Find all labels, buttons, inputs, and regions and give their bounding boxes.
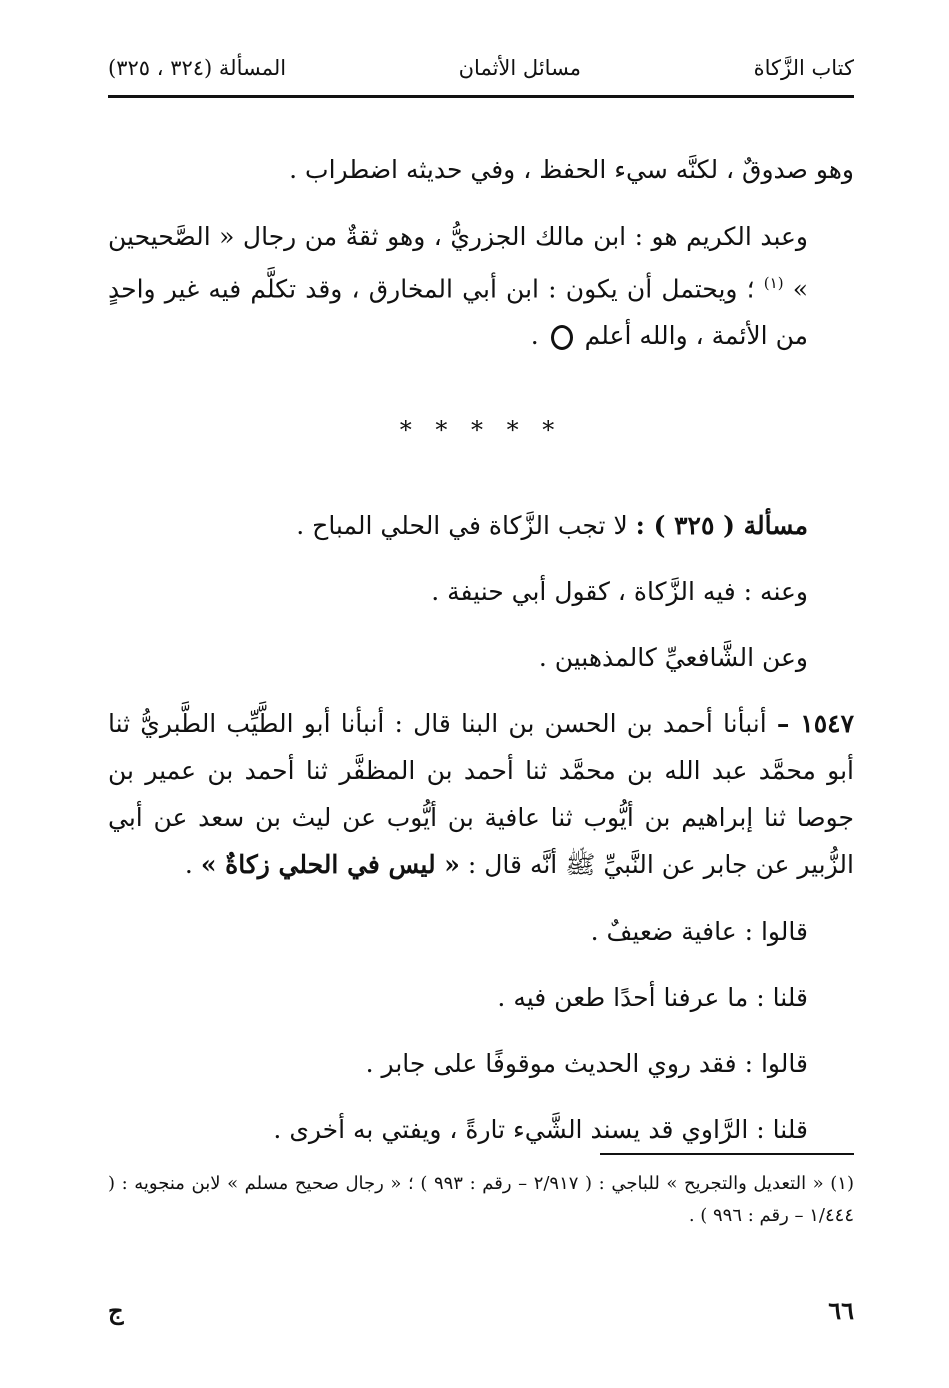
hadith-end: . [184, 850, 193, 880]
paragraph-2-part-b: ؛ ويحتمل أن يكون : ابن أبي المخارق ، وقد تكلَّم فيه غير واحدٍ من الأئمة ، والله أعلم [108, 274, 808, 351]
paragraph-2 [108, 213, 854, 359]
page-footer [108, 1290, 854, 1330]
section-divider-stars: * * * * * [399, 416, 563, 445]
page-number: ٦٦ [828, 1295, 854, 1325]
header-book-title: كتاب الزَّكاة [753, 56, 854, 80]
footnote: (١) « التعديل والتجريح » للباجي : ( ٢/٩١٧ – رقم : ٩٩٣ ) ؛ « رجال صحيح مسلم » لابن منجويه : ( ١/٤٤٤ – رقم : ٩٩٦ ) . [108, 1173, 854, 1226]
debate-line-2: قلنا : ما عرفنا أحدًا طعن فيه . [497, 983, 808, 1013]
main-text [108, 146, 854, 1172]
footnote-marker: (١) [763, 274, 784, 292]
footnote-rule [600, 1153, 854, 1155]
issue-label: مسألة ( ٣٢٥ ) : [635, 511, 808, 541]
end-circle-icon [551, 325, 573, 350]
debate-line-3: قالوا : فقد روي الحديث موقوفًا على جابر . [365, 1049, 808, 1079]
issue-heading [108, 502, 854, 549]
debate-line-1: قالوا : عافية ضعيفٌ . [590, 917, 808, 947]
issue-statement: لا تجب الزَّكاة في الحلي المباح . [296, 511, 628, 541]
hadith-chain: أنبأنا أحمد بن الحسن بن البنا قال : أنبأنا أبو الطَّيِّب الطَّبريُّ ثنا أبو محمَّد عبد الله بن محمَّد ثنا أحمد بن المظفَّر ثنا أحمد بن عمير بن جوصا ثنا إبراهيم بن أيُّوب ثنا عافية بن أيُّوب عن ليث بن سعد عن أبي الزُّبير عن جابر عن النَّبيِّ ﷺ أنَّه قال : [108, 709, 854, 880]
paragraph-2-end: . [530, 321, 539, 351]
header-chapter-title: مسائل الأثمان [458, 56, 582, 80]
paragraph-1: وهو صدوقٌ ، لكنَّه سيء الحفظ ، وفي حديثه اضطراب . [289, 155, 854, 184]
paragraph-2-part-a: وعبد الكريم هو : ابن مالك الجزريُّ ، وهو ثقةٌ من رجال « الصَّحيحين » [108, 222, 809, 304]
header-issue-range: المسألة (٣٢٤ ، ٣٢٥) [108, 56, 287, 80]
hadith-paragraph [108, 700, 854, 888]
header-rule [108, 95, 854, 98]
running-header [108, 50, 854, 86]
debate-line-4: قلنا : الرَّاوي قد يسند الشَّيء تارةً ، ويفتي به أخرى . [273, 1115, 808, 1145]
signature-mark: ج [108, 1295, 124, 1325]
opinion-line-1: وعنه : فيه الزَّكاة ، كقول أبي حنيفة . [431, 577, 808, 607]
opinion-line-2: وعن الشَّافعيِّ كالمذهبين . [538, 643, 808, 673]
hadith-number: ١٥٤٧ – [776, 709, 854, 739]
hadith-quote: « ليس في الحلي زكاةٌ » [200, 850, 460, 880]
